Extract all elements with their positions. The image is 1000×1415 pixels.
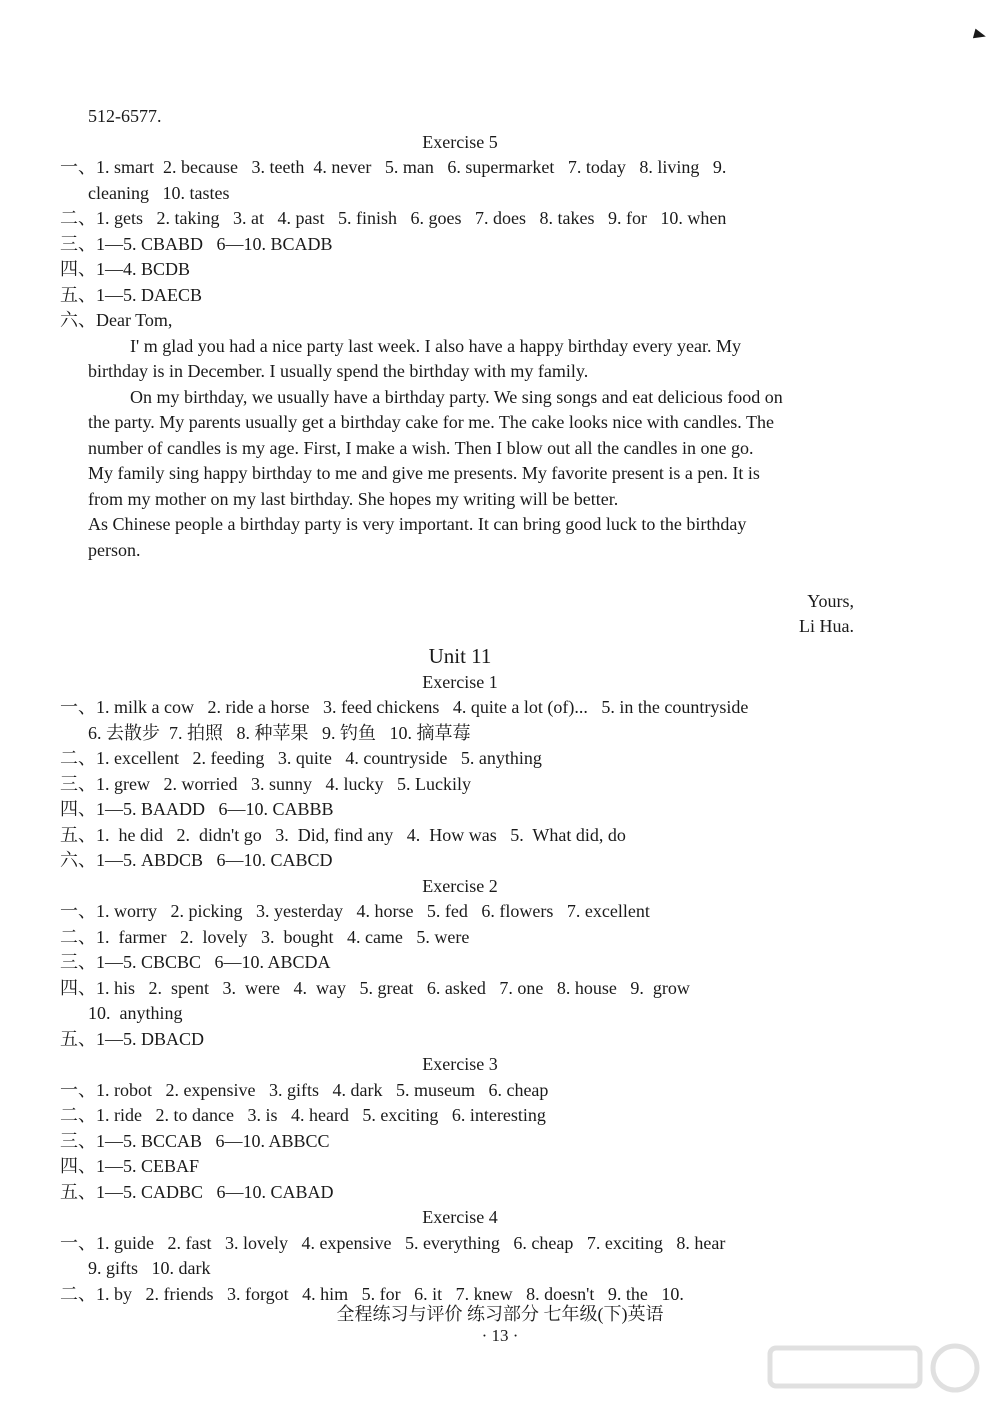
answer-line: 四、1—4. BCDB <box>60 259 191 279</box>
answer-key-body <box>60 104 860 1307</box>
answer-line: 一、1. milk a cow 2. ride a horse 3. feed chickens 4. quite a lot (of)... 5. in the countryside <box>60 697 749 717</box>
section-heading: Exercise 1 <box>422 671 498 692</box>
answer-line: number of candles is my age. First, I make a wish. Then I blow out all the candles in one go. <box>88 437 754 458</box>
answer-line: My family sing happy birthday to me and give me presents. My favorite present is a pen. It is <box>88 463 760 483</box>
answer-line: 二、1. by 2. friends 3. forgot 4. him 5. for 6. it 7. knew 8. doesn't 9. the 10. <box>60 1283 684 1304</box>
answer-line: 三、1—5. CBCBC 6—10. ABCDA <box>60 952 331 972</box>
answer-line: 6. 去散步 7. 拍照 8. 种苹果 9. 钓鱼 10. 摘草莓 <box>88 722 471 743</box>
answer-line: 一、1. guide 2. fast 3. lovely 4. expensive 5. everything 6. cheap 7. exciting 8. hear <box>60 1232 726 1253</box>
section-heading: Exercise 3 <box>422 1054 498 1074</box>
answer-line: 512-6577. <box>88 106 162 126</box>
answer-line: 9. gifts 10. dark <box>88 1258 211 1278</box>
answer-line: 四、1—5. CEBAF <box>60 1156 200 1176</box>
answer-line: 二、1. farmer 2. lovely 3. bought 4. came 5. were <box>60 926 470 947</box>
footer-title: 全程练习与评价 练习部分 七年级(下)英语 <box>336 1304 664 1324</box>
corner-arrow-icon <box>973 29 987 42</box>
answer-line: 五、1—5. CADBC 6—10. CABAD <box>60 1181 334 1202</box>
answer-line: As Chinese people a birthday party is very important. It can bring good luck to the birthday <box>88 514 747 534</box>
answer-line: 三、1—5. CBABD 6—10. BCADB <box>60 233 333 254</box>
answer-line: 四、1. his 2. spent 3. were 4. way 5. great 6. asked 7. one 8. house 9. grow <box>60 977 690 998</box>
answer-line: birthday is in December. I usually spend the birthday with my family. <box>88 361 589 381</box>
answer-line: 五、1. he did 2. didn't go 3. Did, find any 4. How was 5. What did, do <box>60 824 626 845</box>
answer-line: On my birthday, we usually have a birthday party. We sing songs and eat delicious food on <box>130 386 783 407</box>
answer-line: cleaning 10. tastes <box>88 182 230 203</box>
section-heading: Exercise 4 <box>422 1207 498 1227</box>
answer-line: 10. anything <box>88 1003 183 1023</box>
answer-line: 二、1. ride 2. to dance 3. is 4. heard 5. exciting 6. interesting <box>60 1105 546 1125</box>
answer-line: the party. My parents usually get a birthday cake for me. The cake looks nice with candles. The <box>88 412 774 432</box>
answer-line <box>60 563 860 589</box>
watermark-logo <box>760 1340 990 1410</box>
answer-line: 一、1. robot 2. expensive 3. gifts 4. dark 5. museum 6. cheap <box>60 1079 549 1100</box>
answer-line: 六、1—5. ABDCB 6—10. CABCD <box>60 850 333 870</box>
answer-line: 二、1. gets 2. taking 3. at 4. past 5. finish 6. goes 7. does 8. takes 9. for 10. when <box>60 208 727 228</box>
section-heading: Exercise 5 <box>422 131 498 152</box>
answer-line: 四、1—5. BAADD 6—10. CABBB <box>60 799 334 819</box>
page-number: · 13 · <box>481 1326 519 1345</box>
answer-line: 三、1—5. BCCAB 6—10. ABBCC <box>60 1130 330 1151</box>
answer-line: 五、1—5. DBACD <box>60 1028 205 1049</box>
answer-line: person. <box>88 539 141 560</box>
section-heading: Exercise 2 <box>422 875 498 896</box>
unit-title: Unit 11 <box>428 643 492 668</box>
answer-line: from my mother on my last birthday. She hopes my writing will be better. <box>88 488 619 509</box>
answer-line: 二、1. excellent 2. feeding 3. quite 4. countryside 5. anything <box>60 748 542 768</box>
answer-line: 三、1. grew 2. worried 3. sunny 4. lucky 5. Luckily <box>60 773 471 794</box>
answer-line: 一、1. worry 2. picking 3. yesterday 4. horse 5. fed 6. flowers 7. excellent <box>60 901 650 921</box>
answer-line: I' m glad you had a nice party last week. I also have a happy birthday every year. My <box>130 335 742 356</box>
answer-line: 五、1—5. DAECB <box>60 284 203 305</box>
answer-line: Li Hua. <box>799 616 854 636</box>
answer-line: Yours, <box>807 590 854 611</box>
answer-line: 六、Dear Tom, <box>60 310 173 330</box>
answer-line: 一、1. smart 2. because 3. teeth 4. never 5. man 6. supermarket 7. today 8. living 9. <box>60 157 727 177</box>
